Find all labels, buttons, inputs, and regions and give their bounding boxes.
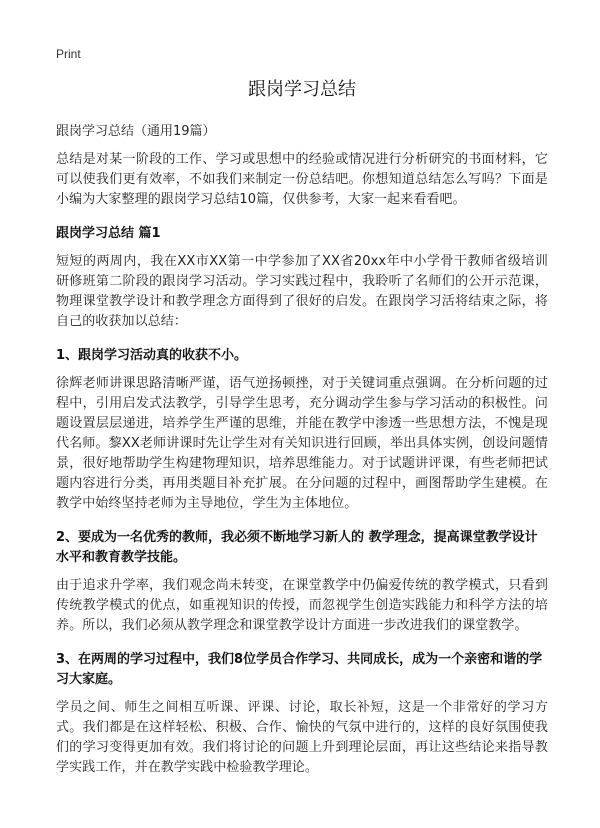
point-heading-3: 3、在两周的学习过程中，我们8位学员合作学习、共同成长，成为一个亲密和谐的学习大家庭。	[56, 652, 543, 687]
point-paragraph-2: 由于追求升学率，我们观念尚未转变，在课堂教学中仍偏爱传统的教学模式，只看到传统教学模式的优点，如重视知识的传授，而忽视学生创造实践能力和科学方法的培养。所以，我们必须从教学理念和课堂教学设计方面进一步改进我们的课堂教学。	[56, 578, 548, 633]
print-link[interactable]: Print	[56, 47, 81, 61]
point-heading-2: 2、要成为一名优秀的教师，我必须不断地学习新人的 教学理念，提高课堂教学设计水平和教育教学技能。	[56, 530, 538, 565]
document-body	[56, 78, 548, 786]
point-paragraph-1: 徐辉老师讲课思路清晰严谨，语气逆扬顿挫，对于关键词重点强调。在分析问题的过程中，引用启发式法教学，引导学生思考，充分调动学生参与学习活动的积极性。问题设置层层递进，培养学生严谨的思维，并能在教学中渗透一些思想方法，不愧是现代名师。黎XX老师讲课时先让学生对有关知识进行回顾，举出具体实例，创设问题情景，很好地帮助学生构建物理知识，培养思维能力。对于试题讲评课，有些老师把试题内容进行分类，再用类题目补充扩展。在分问题的过程中，画图帮助学生建模。在教学中始终坚持老师为主导地位，学生为主体地位。	[56, 376, 548, 511]
page-title: 跟岗学习总结	[248, 79, 356, 100]
point-heading-1: 1、跟岗学习活动真的收获不小。	[56, 348, 248, 363]
point-paragraph-3: 学员之间、师生之间相互听课、评课、讨论，取长补短，这是一个非常好的学习方式。我们都是在这样轻松、积极、合作、愉快的气氛中进行的，这样的良好氛围使我们的学习变得更加有效。我们将讨论的问题上升到理论层面，再让这些结论来指导教学实践工作，并在教学实践中检验教学理论。	[56, 700, 548, 775]
intro-paragraph: 总结是对某一阶段的工作、学习或思想中的经验或情况进行分析研究的书面材料，它可以使我们更有效率，不如我们来制定一份总结吧。你想知道总结怎么写吗？下面是小编为大家整理的跟岗学习总结10篇，仅供参考，大家一起来看看吧。	[56, 152, 548, 207]
section-paragraph-1: 短短的两周内，我在XX市XX第一中学参加了XX省20xx年中小学骨干教师省级培训研修班第二阶段的跟岗学习活动。学习实践过程中，我聆听了名师们的公开示范课，物理课堂教学设计和教学理念方面得到了很好的启发。在跟岗学习活将结束之际，将自己的收获加以总结：	[56, 254, 548, 329]
section-heading-1: 跟岗学习总结 篇1	[56, 226, 161, 241]
document-subtitle: 跟岗学习总结（通用19篇）	[56, 124, 216, 139]
